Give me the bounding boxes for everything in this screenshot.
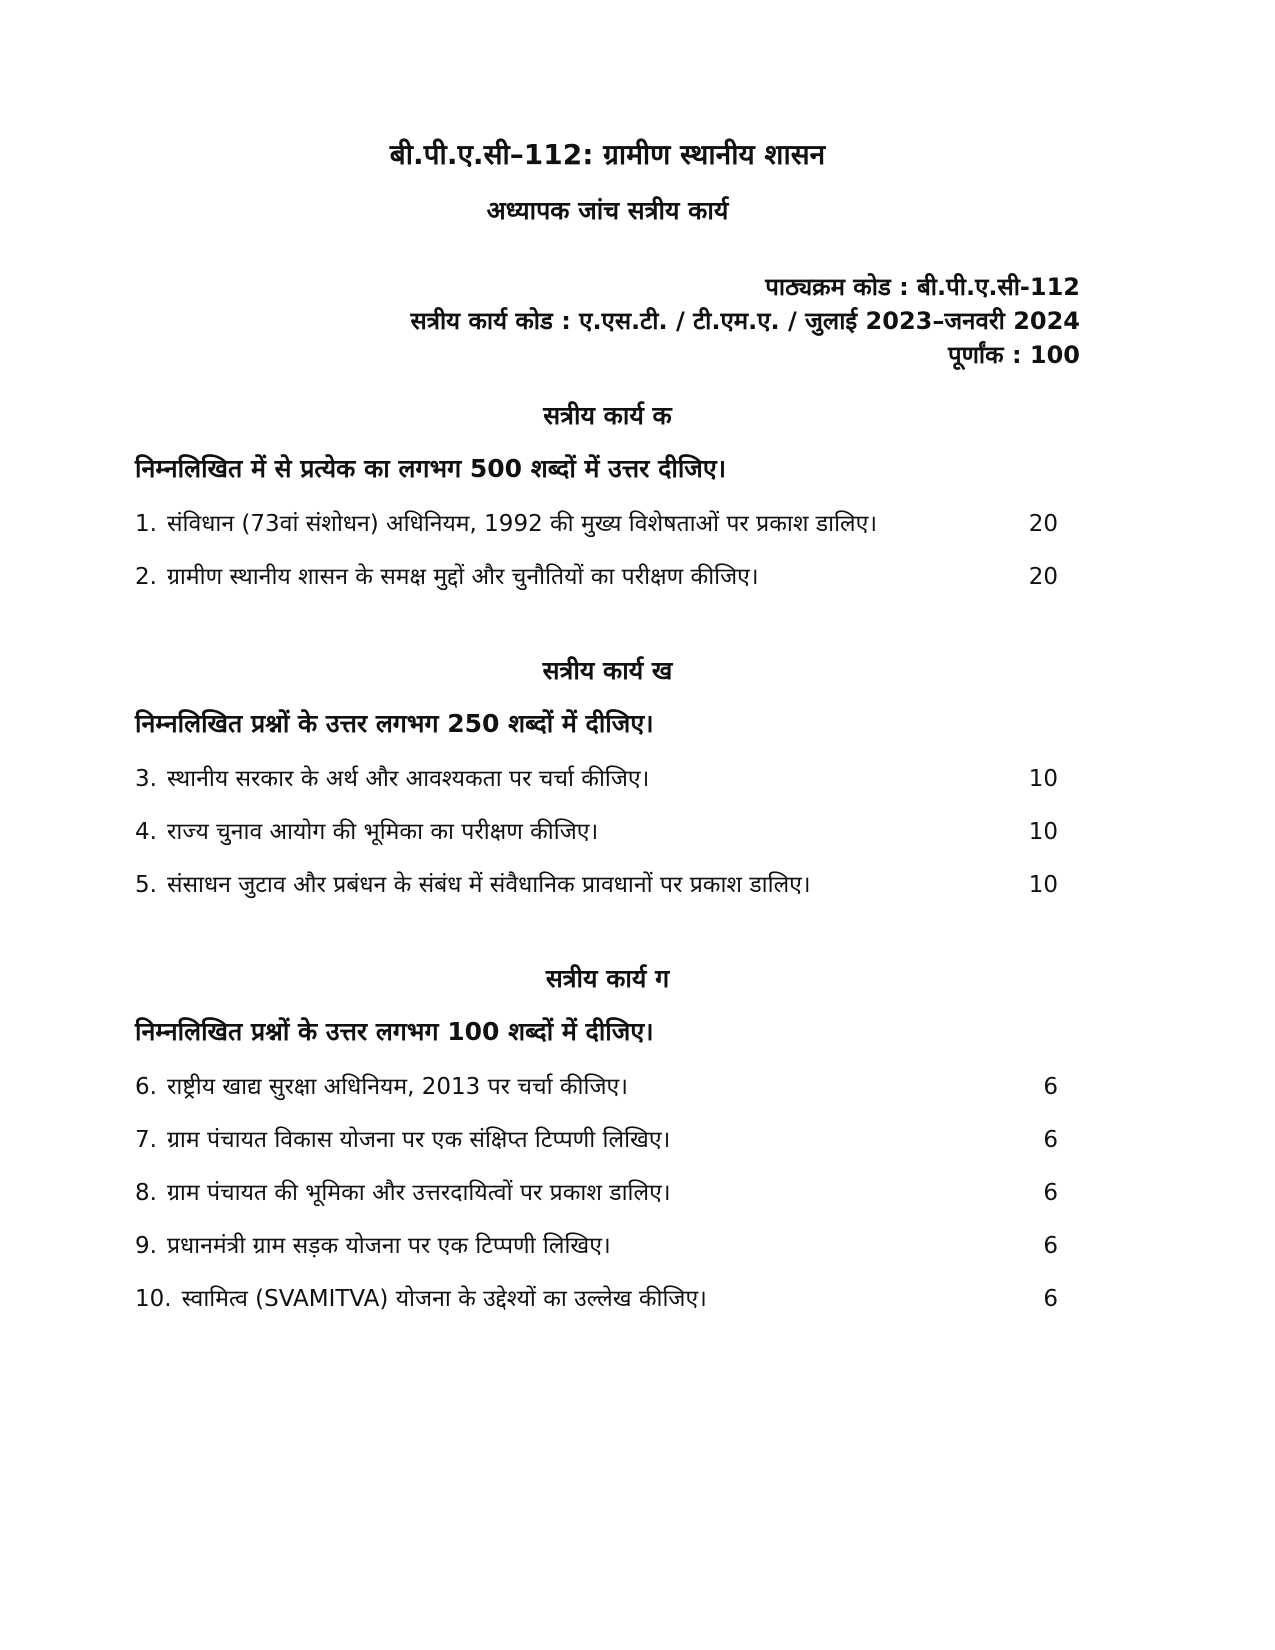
section-b-heading: सत्रीय कार्य ख	[542, 656, 673, 685]
question-number: 5.	[135, 872, 157, 898]
question-text: संविधान (73वां संशोधन) अधिनियम, 1992 की मुख्य विशेषताओं पर प्रकाश डालिए।	[166, 511, 878, 537]
question-text: ग्राम पंचायत की भूमिका और उत्तरदायित्वों पर प्रकाश डालिए।	[166, 1180, 671, 1206]
question-text: स्थानीय सरकार के अर्थ और आवश्यकता पर चर्चा कीजिए।	[166, 766, 650, 792]
question-text: राष्ट्रीय खाद्य सुरक्षा अधिनियम, 2013 पर चर्चा कीजिए।	[166, 1074, 628, 1100]
page-title: बी.पी.ए.सी–112: ग्रामीण स्थानीय शासन	[389, 138, 826, 171]
section-a	[135, 402, 1080, 591]
page-subtitle: अध्यापक जांच सत्रीय कार्य	[486, 196, 729, 225]
question-row-10	[135, 1285, 1080, 1313]
question-marks: 10	[1028, 766, 1058, 792]
section-c-instruction: निम्नलिखित प्रश्नों के उत्तर लगभग 100 शब्दों में दीजिए।	[135, 1017, 654, 1046]
max-marks-line: पूर्णांक : 100	[947, 341, 1080, 369]
question-row-1	[135, 510, 1080, 538]
question-marks: 10	[1028, 819, 1058, 845]
section-a-instruction: निम्नलिखित में से प्रत्येक का लगभग 500 शब्दों में उत्तर दीजिए।	[135, 454, 727, 483]
section-b	[135, 657, 1080, 899]
question-marks: 10	[1028, 872, 1058, 898]
course-info-block	[135, 270, 1080, 372]
question-marks: 20	[1028, 511, 1058, 537]
question-text: राज्य चुनाव आयोग की भूमिका का परीक्षण कीजिए।	[166, 819, 599, 845]
question-number: 3.	[135, 766, 157, 792]
question-row-7	[135, 1126, 1080, 1154]
question-marks: 6	[1043, 1127, 1058, 1153]
question-number: 8.	[135, 1180, 157, 1206]
question-text: स्वामित्व (SVAMITVA) योजना के उद्देश्यों का उल्लेख कीजिए।	[181, 1286, 707, 1312]
question-marks: 6	[1043, 1286, 1058, 1312]
question-row-9	[135, 1232, 1080, 1260]
question-number: 2.	[135, 564, 157, 590]
question-number: 10.	[135, 1286, 172, 1312]
question-number: 4.	[135, 819, 157, 845]
question-row-6	[135, 1073, 1080, 1101]
assignment-code-line: सत्रीय कार्य कोड : ए.एस.टी. / टी.एम.ए. / जुलाई 2023–जनवरी 2024	[410, 307, 1080, 335]
question-number: 7.	[135, 1127, 157, 1153]
question-number: 9.	[135, 1233, 157, 1259]
question-number: 6.	[135, 1074, 157, 1100]
question-number: 1.	[135, 511, 157, 537]
section-c	[135, 965, 1080, 1313]
question-marks: 6	[1043, 1074, 1058, 1100]
question-text: संसाधन जुटाव और प्रबंधन के संबंध में संवैधानिक प्रावधानों पर प्रकाश डालिए।	[166, 872, 811, 898]
course-code-line: पाठ्यक्रम कोड : बी.पी.ए.सी-112	[765, 273, 1080, 301]
question-row-5	[135, 871, 1080, 899]
question-text: ग्रामीण स्थानीय शासन के समक्ष मुद्दों और चुनौतियों का परीक्षण कीजिए।	[166, 564, 759, 590]
question-row-8	[135, 1179, 1080, 1207]
question-marks: 6	[1043, 1180, 1058, 1206]
question-row-4	[135, 818, 1080, 846]
question-marks: 20	[1028, 564, 1058, 590]
question-row-3	[135, 765, 1080, 793]
section-c-heading: सत्रीय कार्य ग	[545, 964, 670, 993]
question-text: ग्राम पंचायत विकास योजना पर एक संक्षिप्त टिप्पणी लिखिए।	[166, 1127, 671, 1153]
section-a-heading: सत्रीय कार्य क	[543, 401, 672, 430]
section-b-instruction: निम्नलिखित प्रश्नों के उत्तर लगभग 250 शब्दों में दीजिए।	[135, 709, 654, 738]
question-text: प्रधानमंत्री ग्राम सड़क योजना पर एक टिप्पणी लिखिए।	[166, 1233, 611, 1259]
question-row-2	[135, 563, 1080, 591]
question-marks: 6	[1043, 1233, 1058, 1259]
